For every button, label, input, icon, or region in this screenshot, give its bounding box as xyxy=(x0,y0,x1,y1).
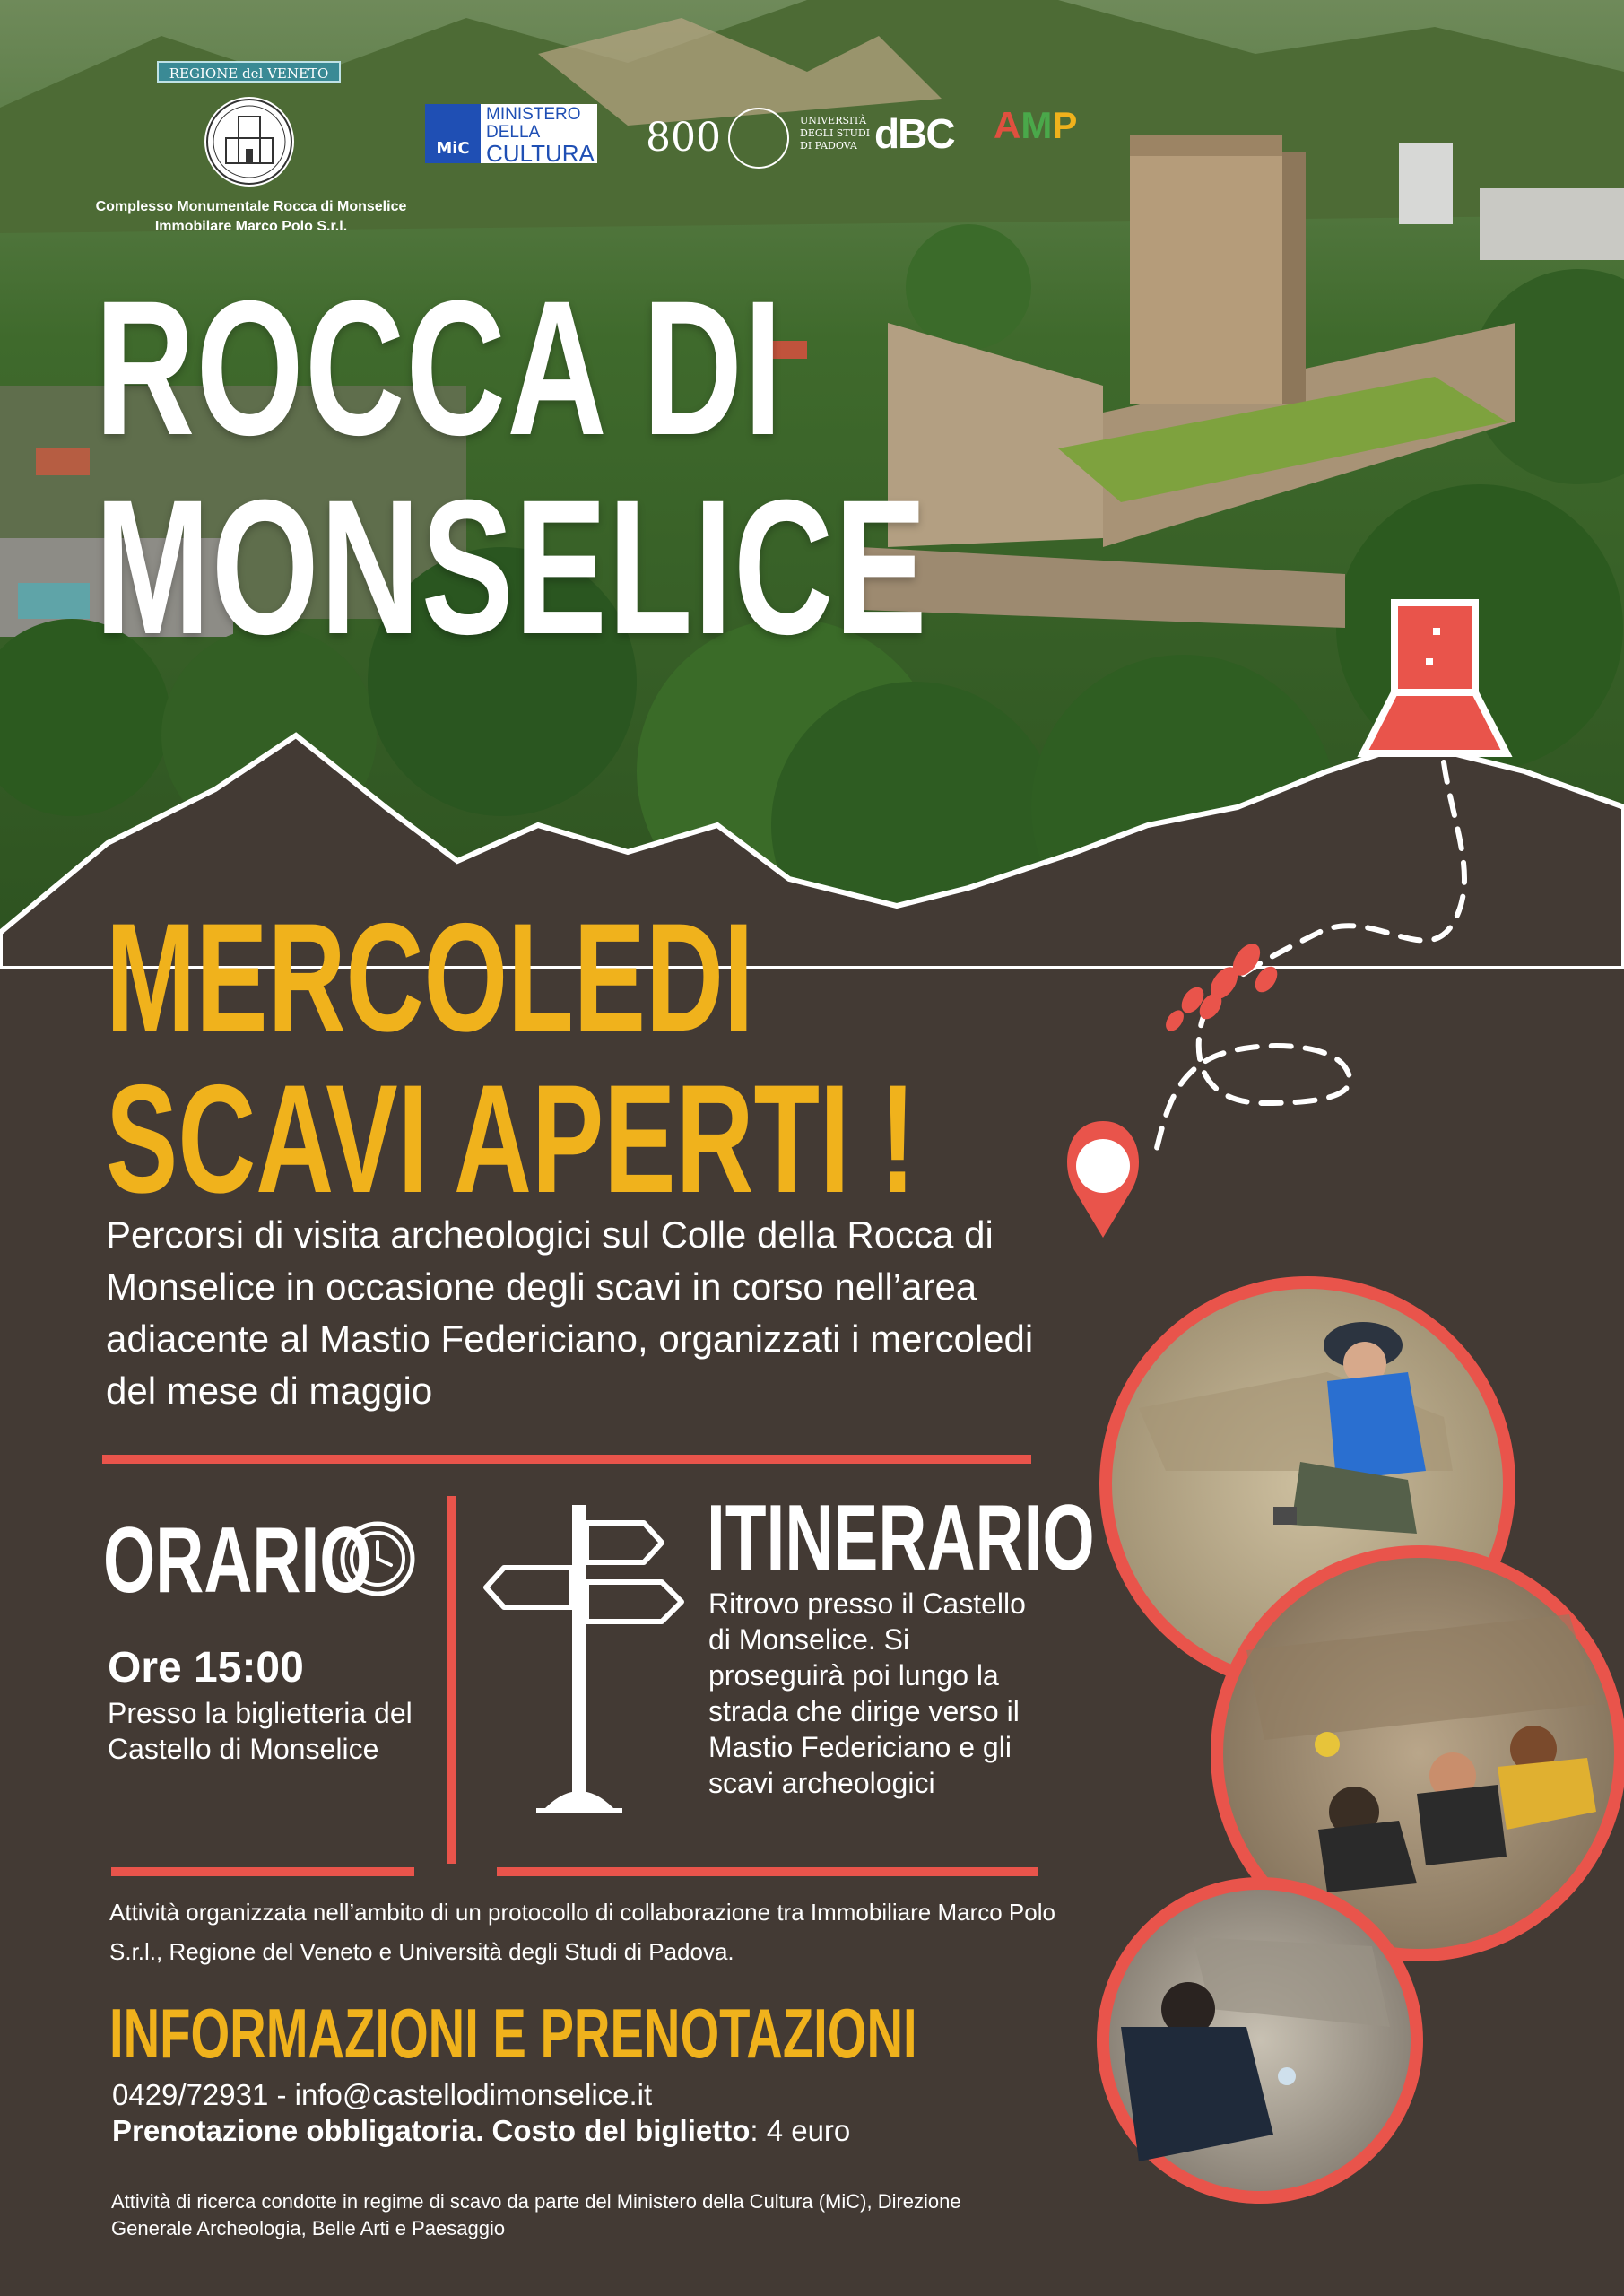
headline xyxy=(106,891,916,1225)
mic-line: MINISTERO xyxy=(486,105,581,124)
divider xyxy=(111,1867,414,1876)
amp-letter: M xyxy=(1020,104,1053,146)
meeting-point: Presso la biglietteria del Castello di Monselice xyxy=(108,1697,413,1765)
rocca-monselice-caption xyxy=(63,197,439,237)
unipd-seal-icon xyxy=(728,108,789,169)
footprints-icon xyxy=(1162,939,1281,1035)
unipd-wordmark xyxy=(800,115,870,152)
signpost-icon xyxy=(482,1505,689,1828)
location-pin-icon xyxy=(1067,1121,1139,1238)
headline-line: SCAVI APERTI ! xyxy=(106,1053,916,1225)
title-line: ROCCA DI xyxy=(95,261,784,475)
itinerario-heading: ITINERARIO xyxy=(707,1486,1095,1590)
ministero-cultura-logo xyxy=(425,104,597,167)
protocol-note: Attività organizzata nell’ambito di un protocollo di collaborazione tra Immobiliare Marco Polo S.r.l., Regione del Veneto e Università degli Studi di Padova. xyxy=(109,1899,1055,1965)
booking-required: Prenotazione obbligatoria. Costo del biglietto xyxy=(112,2114,751,2147)
mic-wordmark xyxy=(486,106,595,165)
ticket-price: : 4 euro xyxy=(750,2114,851,2147)
regione-veneto-logo: REGIONE del VENETO xyxy=(157,61,341,83)
title-line: MONSELICE xyxy=(95,460,928,674)
divider xyxy=(102,1455,1031,1464)
divider xyxy=(497,1867,1038,1876)
amp-letter: P xyxy=(1052,104,1078,146)
sponsor-logos xyxy=(0,54,1166,251)
booking-line xyxy=(112,2112,850,2150)
rocca-monselice-logo xyxy=(204,97,294,187)
unipd-800-logo: 800 xyxy=(646,115,721,161)
unipd-line: UNIVERSITÀ xyxy=(800,115,867,126)
footnote: Attività di ricerca condotte in regime di scavo da parte del Ministero della Cultura (MiC), Direzione Generale Archeologia, Belle Arti e Paesaggio xyxy=(111,2190,961,2239)
page-title xyxy=(95,261,928,674)
mic-emblem: MiC xyxy=(425,104,481,163)
divider xyxy=(447,1496,456,1864)
unipd-line: DEGLI STUDI xyxy=(800,127,871,139)
tower-icon xyxy=(1363,603,1507,753)
caption-line: Complesso Monumentale Rocca di Monselice xyxy=(95,199,407,214)
amp-logo xyxy=(994,104,1077,147)
unipd-line: DI PADOVA xyxy=(800,140,857,152)
mic-line: DELLA xyxy=(486,123,541,142)
orario-heading: ORARIO xyxy=(103,1509,372,1613)
intro-text: Percorsi di visita archeologici sul Colle della Rocca di Monselice in occasione degli scavi in corso nell’area adiacente al Mastio Federiciano, organizzati i mercoledi del mese di maggio xyxy=(106,1213,1034,1412)
excavation-photo-3 xyxy=(1103,1883,1417,2197)
info-heading: INFORMAZIONI E PRENOTAZIONI xyxy=(109,1994,917,2073)
trail-illustration xyxy=(1031,592,1624,1256)
contact-line: 0429/72931 - info@castellodimonselice.it xyxy=(112,2078,653,2111)
dbc-logo: dBC xyxy=(874,110,954,157)
clock-icon xyxy=(339,1520,416,1597)
excavation-photos xyxy=(1031,1238,1624,2224)
mic-line: CULTURA xyxy=(486,140,595,167)
headline-line: MERCOLEDI xyxy=(106,891,754,1064)
caption-line: Immobilare Marco Polo S.r.l. xyxy=(154,219,348,234)
start-time: Ore 15:00 xyxy=(108,1644,304,1692)
amp-letter: A xyxy=(994,104,1021,146)
itinerario-text: Ritrovo presso il Castello di Monselice. Si proseguirà poi lungo la strada che dirige verso il Mastio Federiciano e gli scavi archeologici xyxy=(708,1587,1026,1799)
